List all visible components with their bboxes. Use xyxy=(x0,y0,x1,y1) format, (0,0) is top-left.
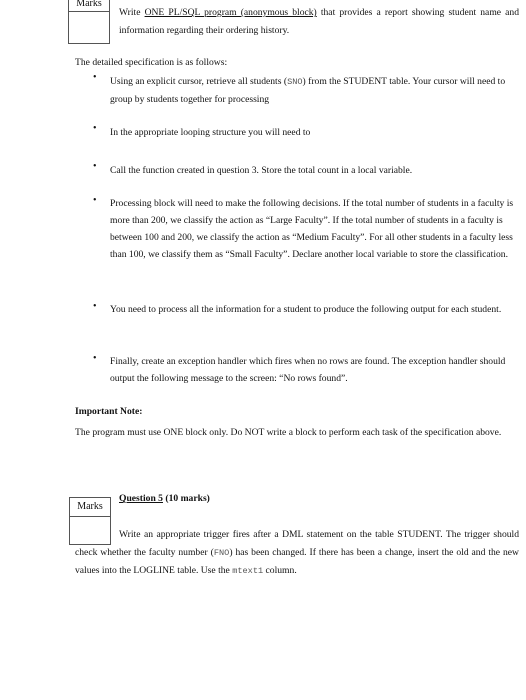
note-text: The program must use ONE block only. Do NOT write a block to perform each task of the specification above. xyxy=(75,427,502,438)
marks-label: Marks xyxy=(70,498,110,517)
marks-label: Marks xyxy=(69,0,109,12)
q5-title: Question 5 (10 marks) xyxy=(119,493,210,504)
bullet-icon: • xyxy=(93,161,97,172)
note-heading: Important Note: xyxy=(75,406,143,417)
q4-intro-underlined: ONE PL/SQL program (anonymous block) xyxy=(144,7,317,18)
bullet-item-6: Finally, create an exception handler which fires when no rows are found. The exception handler should output the following message to the screen: “No rows found”. xyxy=(110,356,506,384)
bullet-icon: • xyxy=(93,195,97,206)
bullet-item-5: You need to process all the information for a student to produce the following output for each student. xyxy=(110,304,502,315)
marks-box-q4 xyxy=(68,0,110,44)
bullet-icon: • xyxy=(93,353,97,364)
q4-intro: Write ONE PL/SQL program (anonymous block) that provides a report showing student name and information regarding their ordering history. xyxy=(119,7,519,36)
bullet-item-3: Call the function created in question 3. Store the total count in a local variable. xyxy=(110,165,413,176)
bullet-icon: • xyxy=(93,123,97,134)
q5-text: Write an appropriate trigger fires after a DML statement on the table STUDENT. The trigger should check whether the faculty number (FNO) has been changed. If there has been a change, insert the old and the new values into the LOGLINE table. Use the mtext1 column. xyxy=(75,529,519,576)
bullet-item-1: Using an explicit cursor, retrieve all students (SNO) from the STUDENT table. Your cursor will need to group by students together for processing xyxy=(110,76,506,105)
bullet-icon: • xyxy=(93,301,97,312)
q5-title-text: Question 5 xyxy=(119,493,163,504)
bullet-item-4: Processing block will need to make the following decisions. If the total number of students in a faculty is more than 200, we classify the action as “Large Faculty”. If the total number of students in a faculty is between 100 and 200, we classify the action as “Medium Faculty”. For all other students in a faculty less than 100, we classify them as “Small Faculty”. Declare another local variable to store the classification. xyxy=(110,198,514,260)
bullet-item-2: In the appropriate looping structure you will need to xyxy=(110,127,311,138)
bullet-icon: • xyxy=(93,72,97,83)
spec-heading: The detailed specification is as follows: xyxy=(75,57,228,68)
